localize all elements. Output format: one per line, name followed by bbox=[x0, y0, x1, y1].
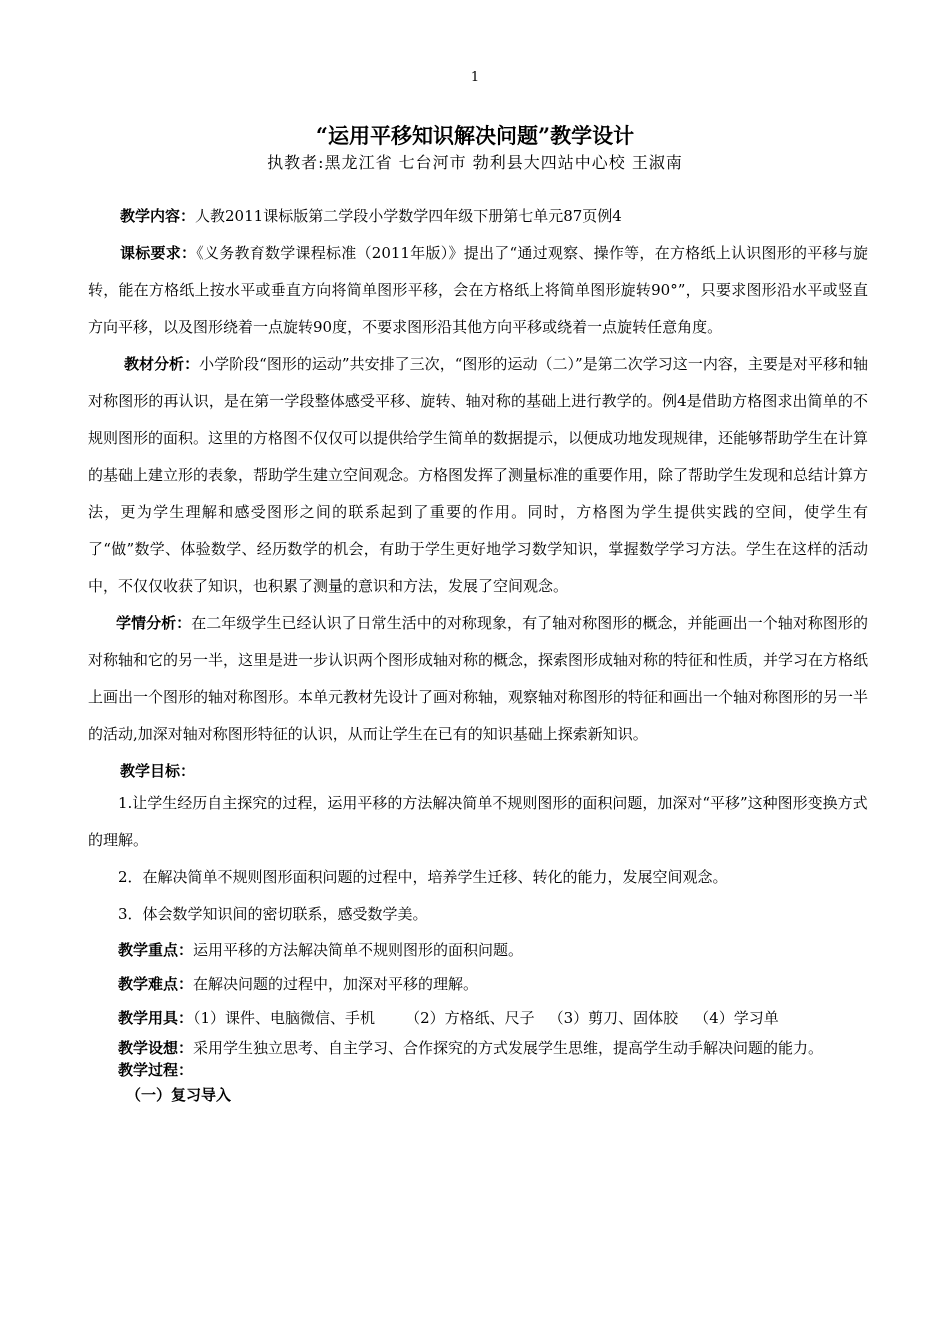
goal-item-2: 2．在解决简单不规则图形面积问题的过程中，培养学生迁移、转化的能力，发展空间观念。 bbox=[118, 868, 728, 886]
standard-paragraph bbox=[88, 235, 868, 346]
standard-label: 课标要求： bbox=[120, 244, 197, 262]
key-point-label: 教学重点： bbox=[118, 941, 194, 959]
difficulty-paragraph bbox=[88, 967, 868, 1001]
document-body bbox=[88, 198, 868, 1109]
design-label: 教学设想： bbox=[118, 1039, 194, 1057]
document-title: “运用平移知识解决问题”教学设计 bbox=[315, 123, 635, 148]
content-text: 人教2011课标版第二学段小学数学四年级下册第七单元87页例4 bbox=[195, 207, 622, 225]
standard-text: 《义务教育数学课程标准（2011年版）》提出了“通过观察、操作等，在方格纸上认识图形的平移与旋转，能在方格纸上按水平或垂直方向将简单图形平移，会在方格纸上将简单图形旋转90°”，只要求图形沿水平或竖直方向平移，以及图形绕着一点旋转90度，不要求图形沿其他方向平移或绕着一点旋转任意角度。 bbox=[88, 244, 868, 336]
learner-label: 学情分析： bbox=[116, 614, 192, 632]
tool-item-3: （3）剪刀、固体胶 bbox=[548, 1009, 679, 1027]
tools-paragraph bbox=[88, 1001, 868, 1035]
learner-paragraph bbox=[88, 605, 868, 753]
key-point-paragraph bbox=[88, 933, 868, 967]
material-label: 教材分析： bbox=[124, 355, 200, 373]
learner-text: 在二年级学生已经认识了日常生活中的对称现象，有了轴对称图形的概念，并能画出一个轴对称图形的对称轴和它的另一半，这里是进一步认识两个图形成轴对称的概念，探索图形成轴对称的特征和性质，并学习在方格纸上画出一个图形的轴对称图形。本单元教材先设计了画对称轴，观察轴对称图形的特征和画出一个轴对称图形的另一半的活动,加深对轴对称图形特征的认识，从而让学生在已有的知识基础上探索新知识。 bbox=[88, 614, 869, 743]
tool-item-4: （4）学习单 bbox=[694, 1009, 779, 1027]
key-point-text: 运用平移的方法解决简单不规则图形的面积问题。 bbox=[193, 941, 524, 959]
design-text: 采用学生独立思考、自主学习、合作探究的方式发展学生思维，提高学生动手解决问题的能力。 bbox=[193, 1039, 824, 1057]
process-section-1: （一）复习导入 bbox=[126, 1086, 232, 1104]
design-paragraph bbox=[88, 1037, 868, 1059]
material-text: 小学阶段“图形的运动”共安排了三次，“图形的运动（二）”是第二次学习这一内容，主要是对平移和轴对称图形的再认识，是在第一学段整体感受平移、旋转、轴对称的基础上进行教学的。例4是借助方格图求出简单的不规则图形的面积。这里的方格图不仅仅可以提供给学生简单的数据提示，以便成功地发现规律，还能够帮助学生在计算的基础上建立形的表象，帮助学生建立空间观念。方格图发挥了测量标准的重要作用，除了帮助学生发现和总结计算方法，更为学生理解和感受图形之间的联系起到了重要的作用。同时，方格图为学生提供实践的空间，使学生有了“做”数学、体验数学、经历数学的机会，有助于学生更好地学习数学知识，掌握数学学习方法。学生在这样的活动中，不仅仅收获了知识，也积累了测量的意识和方法，发展了空间观念。 bbox=[88, 355, 869, 595]
difficulty-text: 在解决问题的过程中，加深对平移的理解。 bbox=[193, 975, 479, 993]
content-paragraph bbox=[88, 198, 868, 235]
tool-item-1: （1）课件、电脑微信、手机 bbox=[193, 1009, 376, 1027]
goals-label: 教学目标： bbox=[120, 762, 196, 780]
tool-item-2: （2）方格纸、尺子 bbox=[405, 1009, 535, 1027]
page-number: 1 bbox=[470, 70, 480, 85]
process-label: 教学过程： bbox=[118, 1061, 194, 1079]
tools-label: 教学用具： bbox=[118, 1009, 194, 1027]
goal-item-1: 1.让学生经历自主探究的过程，运用平移的方法解决简单不规则图形的面积问题，加深对“平移”这种图形变换方式的理解。 bbox=[88, 794, 868, 849]
goal-item-3: 3．体会数学知识间的密切联系，感受数学美。 bbox=[118, 905, 428, 923]
difficulty-label: 教学难点： bbox=[118, 975, 194, 993]
material-paragraph bbox=[88, 346, 868, 605]
content-label: 教学内容： bbox=[120, 207, 196, 225]
author-line: 执教者:黑龙江省 七台河市 勃利县大四站中心校 王淑南 bbox=[267, 153, 683, 172]
